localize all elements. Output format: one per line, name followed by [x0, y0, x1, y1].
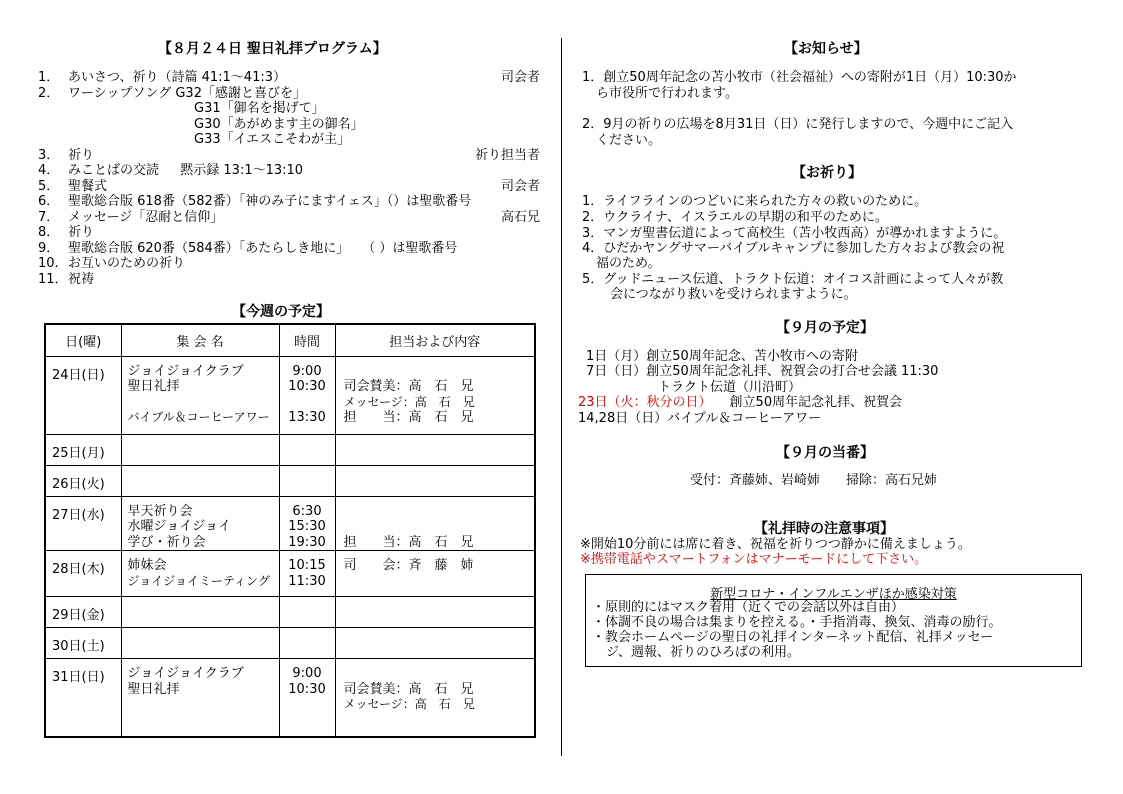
program-item-text: 祈り [68, 148, 95, 163]
schedule-time: 13:30 [288, 410, 326, 425]
schedule-event-cell [121, 496, 279, 551]
schedule-info-cell [335, 434, 535, 465]
column-divider [561, 38, 562, 756]
program-item [30, 70, 540, 86]
table-row [45, 628, 535, 659]
program-item-number: 6． [38, 194, 60, 209]
schedule-time-cell [279, 659, 335, 737]
announcement-2b: ください。 [596, 133, 662, 148]
schedule-time [280, 395, 335, 411]
program-item-text: 聖餐式 [68, 179, 108, 194]
schedule-day: 25日(月) [45, 434, 121, 465]
september-2: 7日（日）創立50周年記念礼拝、祝賀会の打合せ会議 11:30 [586, 364, 939, 379]
program-item-text: 聖歌総合版 620番（584番）「あたらしき地に」 （ ）は聖歌番号 [68, 241, 458, 256]
holiday-red-text: 23日（火：秋分の日） [578, 395, 712, 410]
table-header-row [45, 324, 535, 356]
infection-measures-box [585, 574, 1082, 667]
program-item [30, 148, 540, 164]
schedule-event: ジョイジョイミーティング [127, 573, 270, 588]
schedule-time: 15:30 [288, 519, 326, 534]
schedule-event-cell [121, 659, 279, 737]
schedule-time: 9:00 [292, 666, 322, 681]
prayer-5b: 会につながり救いを受けられますように。 [610, 287, 857, 302]
program-item [30, 101, 540, 117]
schedule-info-cell [335, 465, 535, 496]
program-title: 【８月２４日 聖日礼拝プログラム】 [158, 41, 387, 57]
schedule-time-cell [279, 356, 335, 434]
prayer-1: 1．ライフラインのつどいに来られた方々の救いのために。 [582, 194, 928, 209]
caution-1: ※開始10分前には席に着き、祝福を祈りつつ静かに備えましょう。 [580, 537, 971, 552]
schedule-day: 29日(金) [45, 597, 121, 628]
schedule-event-cell [121, 628, 279, 659]
schedule-event-cell [121, 551, 279, 597]
table-row [45, 434, 535, 465]
schedule-day: 28日(木) [45, 551, 121, 597]
program-item-number: 4． [38, 163, 60, 178]
schedule-event: 姉妹会 [127, 558, 167, 573]
program-item-number: 7． [38, 210, 60, 225]
schedule-event-cell [121, 597, 279, 628]
cautions-title: 【礼拝時の注意事項】 [754, 521, 894, 537]
program-item-number: 11． [38, 272, 68, 287]
header-time: 時間 [279, 324, 335, 356]
infection-3: ・教会ホームページの聖日の礼拝インターネット配信、礼拝メッセー [592, 630, 994, 645]
schedule-info [344, 504, 535, 520]
schedule-info: 司会賛美：高 石 兄 [343, 379, 474, 394]
header-name: 集 会 名 [121, 324, 279, 356]
schedule-day: 31日(日) [45, 659, 121, 737]
program-item-number: 9． [38, 241, 60, 256]
program-item-number: 8． [38, 225, 60, 240]
program-item-text: みことばの交読 黙示録 13:1～13:10 [68, 163, 304, 178]
schedule-event: ジョイジョイクラブ [127, 363, 244, 379]
schedule-info [344, 519, 535, 535]
schedule-time: 9:00 [292, 363, 322, 379]
duty-text: 受付：斉藤姉、岩崎姉 掃除：高石兄姉 [690, 473, 938, 488]
schedule-time: 10:30 [288, 681, 326, 697]
program-item-number: 2． [38, 86, 60, 101]
schedule-info [344, 364, 535, 380]
program-item [30, 225, 540, 241]
program-item-leader: 高石兄 [500, 210, 540, 225]
announcement-1a: 1．創立50周年記念の苫小牧市（社会福祉）への寄附が1日（月）10:30か [582, 70, 1017, 85]
schedule-info [344, 666, 535, 682]
program-item-leader: 司会者 [500, 70, 540, 85]
prayer-2: 2．ウクライナ、イスラエルの早期の和平のために。 [582, 210, 888, 225]
schedule-info: 担 当：高 石 兄 [343, 410, 474, 425]
schedule-event: ジョイジョイクラブ [127, 666, 244, 681]
schedule-event: 水曜ジョイジョイ [127, 519, 231, 534]
schedule-event: バイブル＆コーヒーアワー [127, 410, 270, 424]
program-item [30, 163, 540, 179]
program-item-text: お互いのための祈り [68, 256, 186, 271]
schedule-info: メッセージ：高 石 兄 [343, 697, 475, 711]
table-row [45, 551, 535, 597]
program-item [30, 86, 540, 102]
schedule-time-cell [279, 551, 335, 597]
september-4 [578, 395, 902, 411]
schedule-time: 6:30 [292, 503, 322, 519]
schedule-event-cell [121, 434, 279, 465]
program-item [30, 179, 540, 195]
schedule-day: 24日(日) [45, 356, 121, 434]
schedule-time-cell [279, 628, 335, 659]
schedule-event: 聖日礼拝 [127, 681, 180, 697]
schedule-event: 聖日礼拝 [127, 379, 180, 394]
prayer-3: 3．マンガ聖書伝道によって高校生（苫小牧西高）が導かれますように。 [582, 226, 1007, 241]
caution-2: ※携帯電話やスマートフォンはマナーモードにして下さい。 [580, 552, 928, 567]
program-item-number: 10. [38, 256, 59, 271]
schedule-time-cell [279, 496, 335, 551]
infection-4: ジ、週報、祈りのひろばの利用。 [606, 645, 800, 660]
schedule-info: 司 会：斉 藤 姉 [343, 558, 474, 573]
schedule-event [128, 395, 279, 411]
schedule-time-cell [279, 597, 335, 628]
september-1: 1日（月）創立50周年記念、苫小牧市への寄附 [586, 349, 858, 364]
table-row [45, 659, 535, 737]
program-item-text: メッセージ「忍耐と信仰」 [68, 210, 224, 225]
program-item-leader: 司会者 [500, 179, 540, 194]
schedule-day: 27日(水) [45, 496, 121, 551]
schedule-info: 司会賛美：高 石 兄 [343, 681, 474, 697]
prayer-4a: 4．ひだかヤングサマーバイブルキャンプに参加した方々および教会の祝 [582, 241, 1005, 256]
announcement-2a: 2．9月の祈りの広場を8月31日（日）に発行しますので、今週中にご記入 [582, 117, 1014, 132]
infection-1: ・原則的にはマスク着用（近くでの会話以外は自由） [592, 600, 905, 615]
schedule-day: 26日(火) [45, 465, 121, 496]
program-item-leader: 祈り担当者 [474, 148, 540, 163]
program-item-text: ワーシップソング G32「感謝と喜びを」 [68, 86, 306, 101]
program-item [30, 241, 540, 257]
schedule-time: 10:15 [288, 558, 326, 573]
schedule-info-cell [335, 628, 535, 659]
program-item-text: G30「あがめます主の御名」 [194, 117, 364, 132]
schedule-time-cell [279, 434, 335, 465]
schedule-event-cell [121, 465, 279, 496]
september-title: 【９月の予定】 [776, 320, 874, 336]
schedule-info-cell [335, 356, 535, 434]
header-info: 担当および内容 [335, 324, 535, 356]
program-item [30, 272, 540, 288]
schedule-info: 担 当：高 石 兄 [343, 534, 474, 550]
table-row [45, 597, 535, 628]
program-item [30, 194, 540, 210]
program-item-text: 祈り [68, 225, 95, 240]
schedule-day: 30日(土) [45, 628, 121, 659]
prayer-4b: 福のため。 [596, 256, 661, 271]
schedule-info-cell [335, 597, 535, 628]
program-item-text: 祝祷 [68, 272, 95, 287]
program-item-number: 1． [38, 70, 60, 85]
prayer-5a: 5．グッドニュース伝道、トラクト伝道：オイコス計画によって人々が教 [582, 272, 1004, 287]
schedule-info-cell [335, 551, 535, 597]
schedule-time: 11:30 [288, 573, 326, 589]
header-day: 日(曜) [45, 324, 121, 356]
program-item-text: G33「イエスこそわが主」 [194, 132, 351, 147]
september-4-rest: 創立50周年記念礼拝、祝賀会 [729, 395, 903, 410]
schedule-event: 早天祈り会 [127, 503, 193, 519]
program-item [30, 210, 540, 226]
program-item [30, 117, 540, 133]
schedule-time-cell [279, 465, 335, 496]
program-item-number: 3． [38, 148, 60, 163]
weekly-schedule-table [44, 323, 536, 738]
infection-2: ・体調不良の場合は集まりを控える。・手指消毒、換気、消毒の励行。 [592, 615, 1002, 630]
announcement-1b: ら市役所で行われます。 [596, 86, 738, 101]
schedule-event-cell [121, 356, 279, 434]
schedule-info-cell [335, 496, 535, 551]
schedule-time: 19:30 [288, 534, 326, 550]
schedule-title: 【今週の予定】 [232, 304, 330, 320]
table-row [45, 465, 535, 496]
program-item [30, 132, 540, 148]
program-item-text: あいさつ、祈り（詩篇 41:1～41:3） [68, 70, 286, 85]
infection-title: 新型コロナ・インフルエンザほか感染対策 [710, 587, 957, 602]
table-row [45, 356, 535, 434]
prayers-title: 【お祈り】 [792, 165, 862, 181]
duty-title: 【９月の当番】 [776, 445, 874, 461]
program-item-text: G31「御名を掲げて」 [194, 101, 325, 116]
schedule-event: 学び・祈り会 [127, 534, 206, 550]
announcements-title: 【お知らせ】 [784, 41, 868, 57]
schedule-info: メッセージ：高 石 兄 [343, 394, 475, 409]
program-item-number: 5． [38, 179, 60, 194]
schedule-info-cell [335, 659, 535, 737]
table-row [45, 496, 535, 551]
schedule-time: 10:30 [288, 379, 326, 394]
program-item [30, 256, 540, 272]
schedule-info [344, 574, 535, 590]
september-3: トラクト伝道（川沿町） [658, 380, 802, 395]
program-item-text: 聖歌総合版 618番（582番）「神のみ子にますイェス」（）は聖歌番号 [68, 194, 472, 209]
september-5: 14,28日（日）バイブル＆コーヒーアワー [578, 411, 822, 426]
